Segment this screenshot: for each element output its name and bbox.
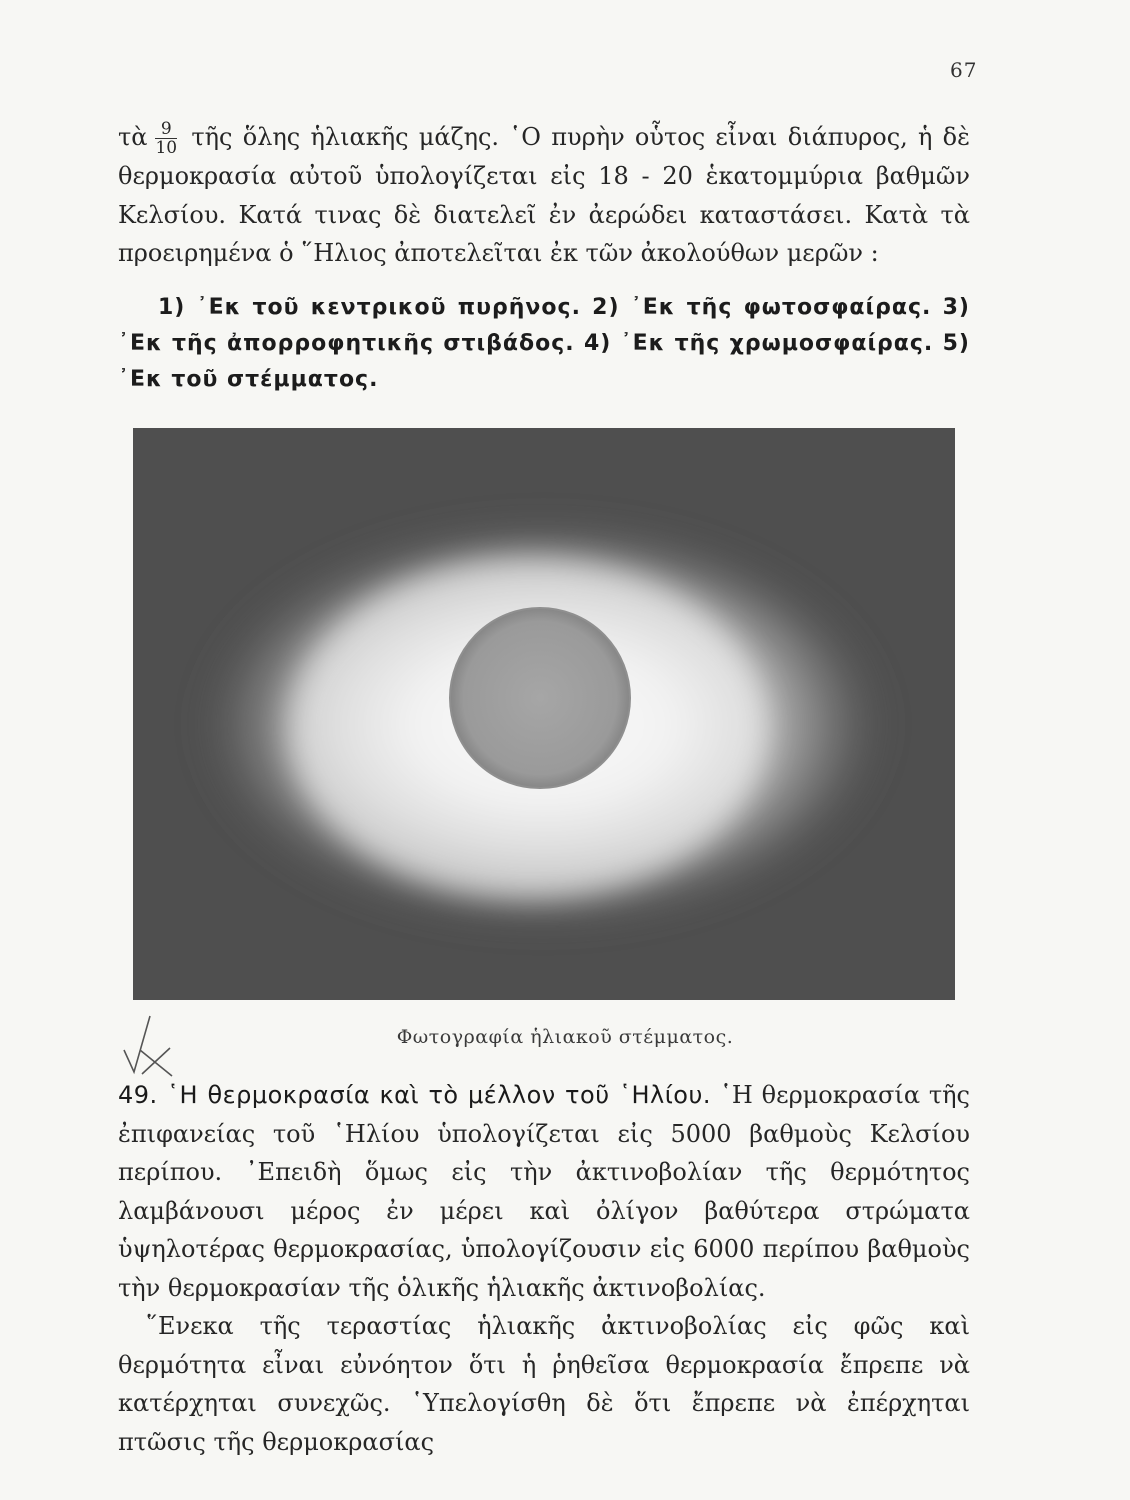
corona-photo-image (133, 428, 955, 1000)
part-item: 2) ᾿Εκ τῆς φωτοσφαίρας. (592, 295, 932, 320)
intro-paragraph (118, 118, 970, 273)
section-body: ῾Η θερμοκρασία τῆς ἐπιφανείας τοῦ ῾Ηλίου ὑπολογίζεται εἰς 5000 βαθμοὺς Κελσίου περίπου. ᾿Επειδὴ ὅμως εἰς τὴν ἀκτινοβολίαν τῆς θερμότητος λαμβάνουσι μέρος ἐν μέρει καὶ ὀλίγον βαθύτερα στρώματα ὑψηλοτέρας θερμοκρασίας, ὑπολογίζουσιν εἰς 6000 περίπου βαθμοὺς τὴν θερμοκρασίαν τῆς ὁλικῆς ἡλιακῆς ἀκτινοβολίας. (118, 1081, 971, 1302)
intro-text: τῆς ὅλης ἡλιακῆς μάζης. ῾Ο πυρὴν οὗτος εἶναι διάπυρος, ἡ δὲ θερμοκρασία αὐτοῦ ὑπολογίζεται εἰς 18 - 20 ἑκατομμύρια βαθμῶν Κελσίου. Κατά τινας δὲ διατελεῖ ἐν ἀερώδει καταστάσει. Κατὰ τὰ προειρημένα ὁ ῞Ηλιος ἀποτελεῖται ἐκ τῶν ἀκολούθων μερῶν : (118, 123, 970, 267)
section-body-continued: ῞Ενεκα τῆς τεραστίας ἡλιακῆς ἀκτινοβολίας εἰς φῶς καὶ θερμότητα εἶναι εὐνόητον ὅτι ἡ ῥηθεῖσα θερμοκρασία ἔπρεπε νὰ κατέρχηται συνεχῶς. ῾Υπελογίσθη δὲ ὅτι ἔπρεπε νὰ ἐπέρχηται πτῶσις τῆς θερμοκρασίας (118, 1312, 970, 1456)
part-item: 5) ᾿Εκ τοῦ στέμματος. (118, 331, 970, 392)
section-49 (118, 1076, 970, 1461)
section-heading: 49. ῾Η θερμοκρασία καὶ τὸ μέλλον τοῦ ῾Ηλίου. (118, 1081, 712, 1109)
fraction-numerator: 9 (155, 120, 177, 139)
intro-lead: τὰ (118, 123, 148, 151)
page-number: 67 (950, 58, 978, 82)
fraction-denominator: 10 (155, 138, 178, 158)
part-item: 3) ᾿Εκ τῆς ἀπορροφητικῆς στιβάδος. (118, 295, 970, 356)
corona-photo (133, 428, 955, 1000)
part-item: 4) ᾿Εκ τῆς χρωμοσφαίρας. (583, 331, 934, 356)
figure-caption: Φωτογραφία ἡλιακοῦ στέμματος. (396, 1026, 734, 1048)
part-item: 1) ᾿Εκ τοῦ κεντρικοῦ πυρῆνος. (158, 295, 581, 320)
sun-parts-list (118, 290, 970, 398)
fraction (155, 120, 177, 157)
